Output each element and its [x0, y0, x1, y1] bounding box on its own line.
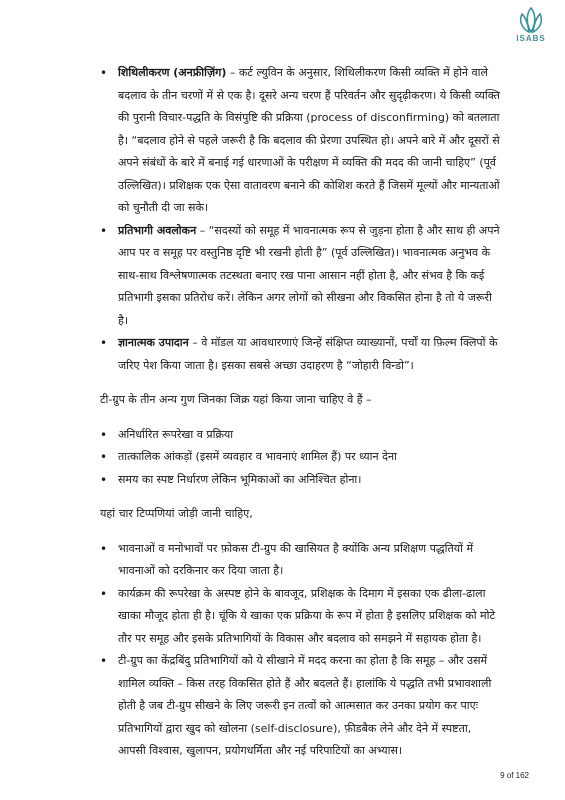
paragraph: यहां चार टिप्पणियां जोड़ी जानी चाहिए,: [100, 507, 253, 520]
bullet-item: [100, 62, 500, 220]
document-body: [100, 62, 500, 763]
lotus-icon: [514, 6, 548, 34]
bullet-text: भावनाओं व मनोभावों पर फ़ोकस टी-ग्रुप की खासियत है क्योंकि अन्य प्रशिक्षण पद्धतियों में भावनाओं को दरकिनार कर दिया जाता है।: [118, 541, 474, 577]
bullet-text: – वे मॉडल या आवधारणाएं जिन्हें संक्षिप्त व्याख्यानों, पर्चों या फ़िल्म क्लिपों के जरिए पेश किया जाता है। इसका सबसे अच्छा उदाहरण है “जोहारी विन्डो”।: [118, 336, 498, 372]
bullet-icon: •: [100, 472, 108, 487]
bullet-term: शिथिलीकरण (अनफ्रीज़िंग): [118, 66, 227, 79]
logo-text: ISABS: [516, 34, 546, 43]
isabs-logo: [511, 6, 551, 50]
bullet-item: [100, 650, 500, 763]
bullet-item: [100, 469, 500, 492]
bullet-text: – “सदस्यों को समूह में भावनात्मक रूप से जुड़ना होता है और साथ ही अपने आप पर व समूह पर वस्तुनिष्ठ दृष्टि भी रखनी होती है” (पूर्व उल्लिखित)। भावनात्मक अनुभव के साथ-साथ विश्लेषणात्मक तटस्थता बनाए रख पाना आसान नहीं होता है, और संभव है कि कई प्रतिभागी इसका प्रतिरोध करें। लेकिन अगर लोगों को सीखना और विकसित होना है तो ये जरूरी है।: [118, 223, 500, 327]
bullet-text: – कर्ट ल्युविन के अनुसार, शिथिलीकरण किसी व्यक्ति में होने वाले बदलाव के तीन चरणों में से एक है। दूसरे अन्य चरण हैं परिवर्तन और सुदृढ़ीकरण। ये किसी व्यक्ति की पुरानी विचार-पद्धति के विसंपुष्टि की प्रक्रिया (process of disconfirming) को बतलाता है। “बदलाव होने से पहले जरूरी है कि बदलाव की प्रेरणा उपस्थित हो। अपने बारे में और दूसरों से अपने संबंधों के बारे में बनाई गई धारणाओं के परीक्षण में व्यक्ति की मदद की जानी चाहिए” (पूर्व उल्लिखित)। प्रशिक्षक एक ऐसा वातावरण बनाने की कोशिश करते हैं जिसमें मूल्यों और मान्यताओं को चुनौती दी जा सके।: [118, 66, 500, 214]
bullet-term: ज्ञानात्मक उपादान: [118, 336, 189, 349]
page-number: 9 of 162: [500, 771, 529, 780]
bullet-icon: •: [100, 586, 108, 601]
bullet-text: समय का स्पष्ट निर्धारण लेकिन भूमिकाओं का अनिश्चित होना।: [118, 472, 362, 486]
bullet-item: [100, 583, 500, 651]
bullet-text: कार्यक्रम की रूपरेखा के अस्पष्ट होने के बावजूद, प्रशिक्षक के दिमाग में इसका एक ढीला-ढाला खाका मौजूद होता ही है। चूंकि ये खाका एक प्रक्रिया के रूप में होता है इसलिए प्रशिक्षक को मोटे तौर पर समूह और इसके प्रतिभागियों के विकास और बदलाव को समझने में सहायक होता है।: [118, 586, 496, 645]
bullet-item: [100, 538, 500, 583]
bullet-text: अनिर्धारित रूपरेखा व प्रक्रिया: [118, 427, 234, 441]
bullet-icon: •: [100, 450, 108, 464]
bullet-icon: •: [100, 654, 108, 668]
bullet-icon: •: [100, 66, 108, 80]
bullet-item: [100, 446, 500, 469]
bullet-text: तात्कालिक आंकड़ों (इसमें व्यवहार व भावनाएं शामिल हैं) पर ध्यान देना: [118, 450, 397, 463]
bullet-icon: •: [100, 427, 108, 442]
bullet-item: [100, 220, 500, 333]
bullet-term: प्रतिभागी अवलोकन: [118, 223, 197, 237]
bullet-icon: •: [100, 541, 108, 556]
bullet-icon: •: [100, 336, 108, 350]
paragraph: टी-ग्रुप के तीन अन्य गुण जिनका जिक्र यहां किया जाना चाहिए वे हैं –: [100, 393, 372, 406]
bullet-icon: •: [100, 223, 108, 238]
bullet-text: टी-ग्रुप का केंद्रबिंदु प्रतिभागियों को ये सीखाने में मदद करना का होता है कि समूह – और उसमें शामिल व्यक्ति – किस तरह विकसित होते हैं और बदलते हैं। हालांकि ये पद्धति तभी प्रभावशाली होती है जब टी-ग्रुप सीखने के लिए जरूरी इन तत्वों को आत्मसात कर उनका प्रयोग कर पाएः प्रतिभागियों द्वारा खुद को खोलना (self-disclosure), फ़ीडबैक लेने और देने में स्पष्टता, आपसी विश्वास, खुलापन, प्रयोगधर्मिता और नई परिपाटियों का अभ्यास।: [118, 654, 492, 757]
bullet-item: [100, 332, 500, 377]
bullet-item: [100, 424, 500, 447]
